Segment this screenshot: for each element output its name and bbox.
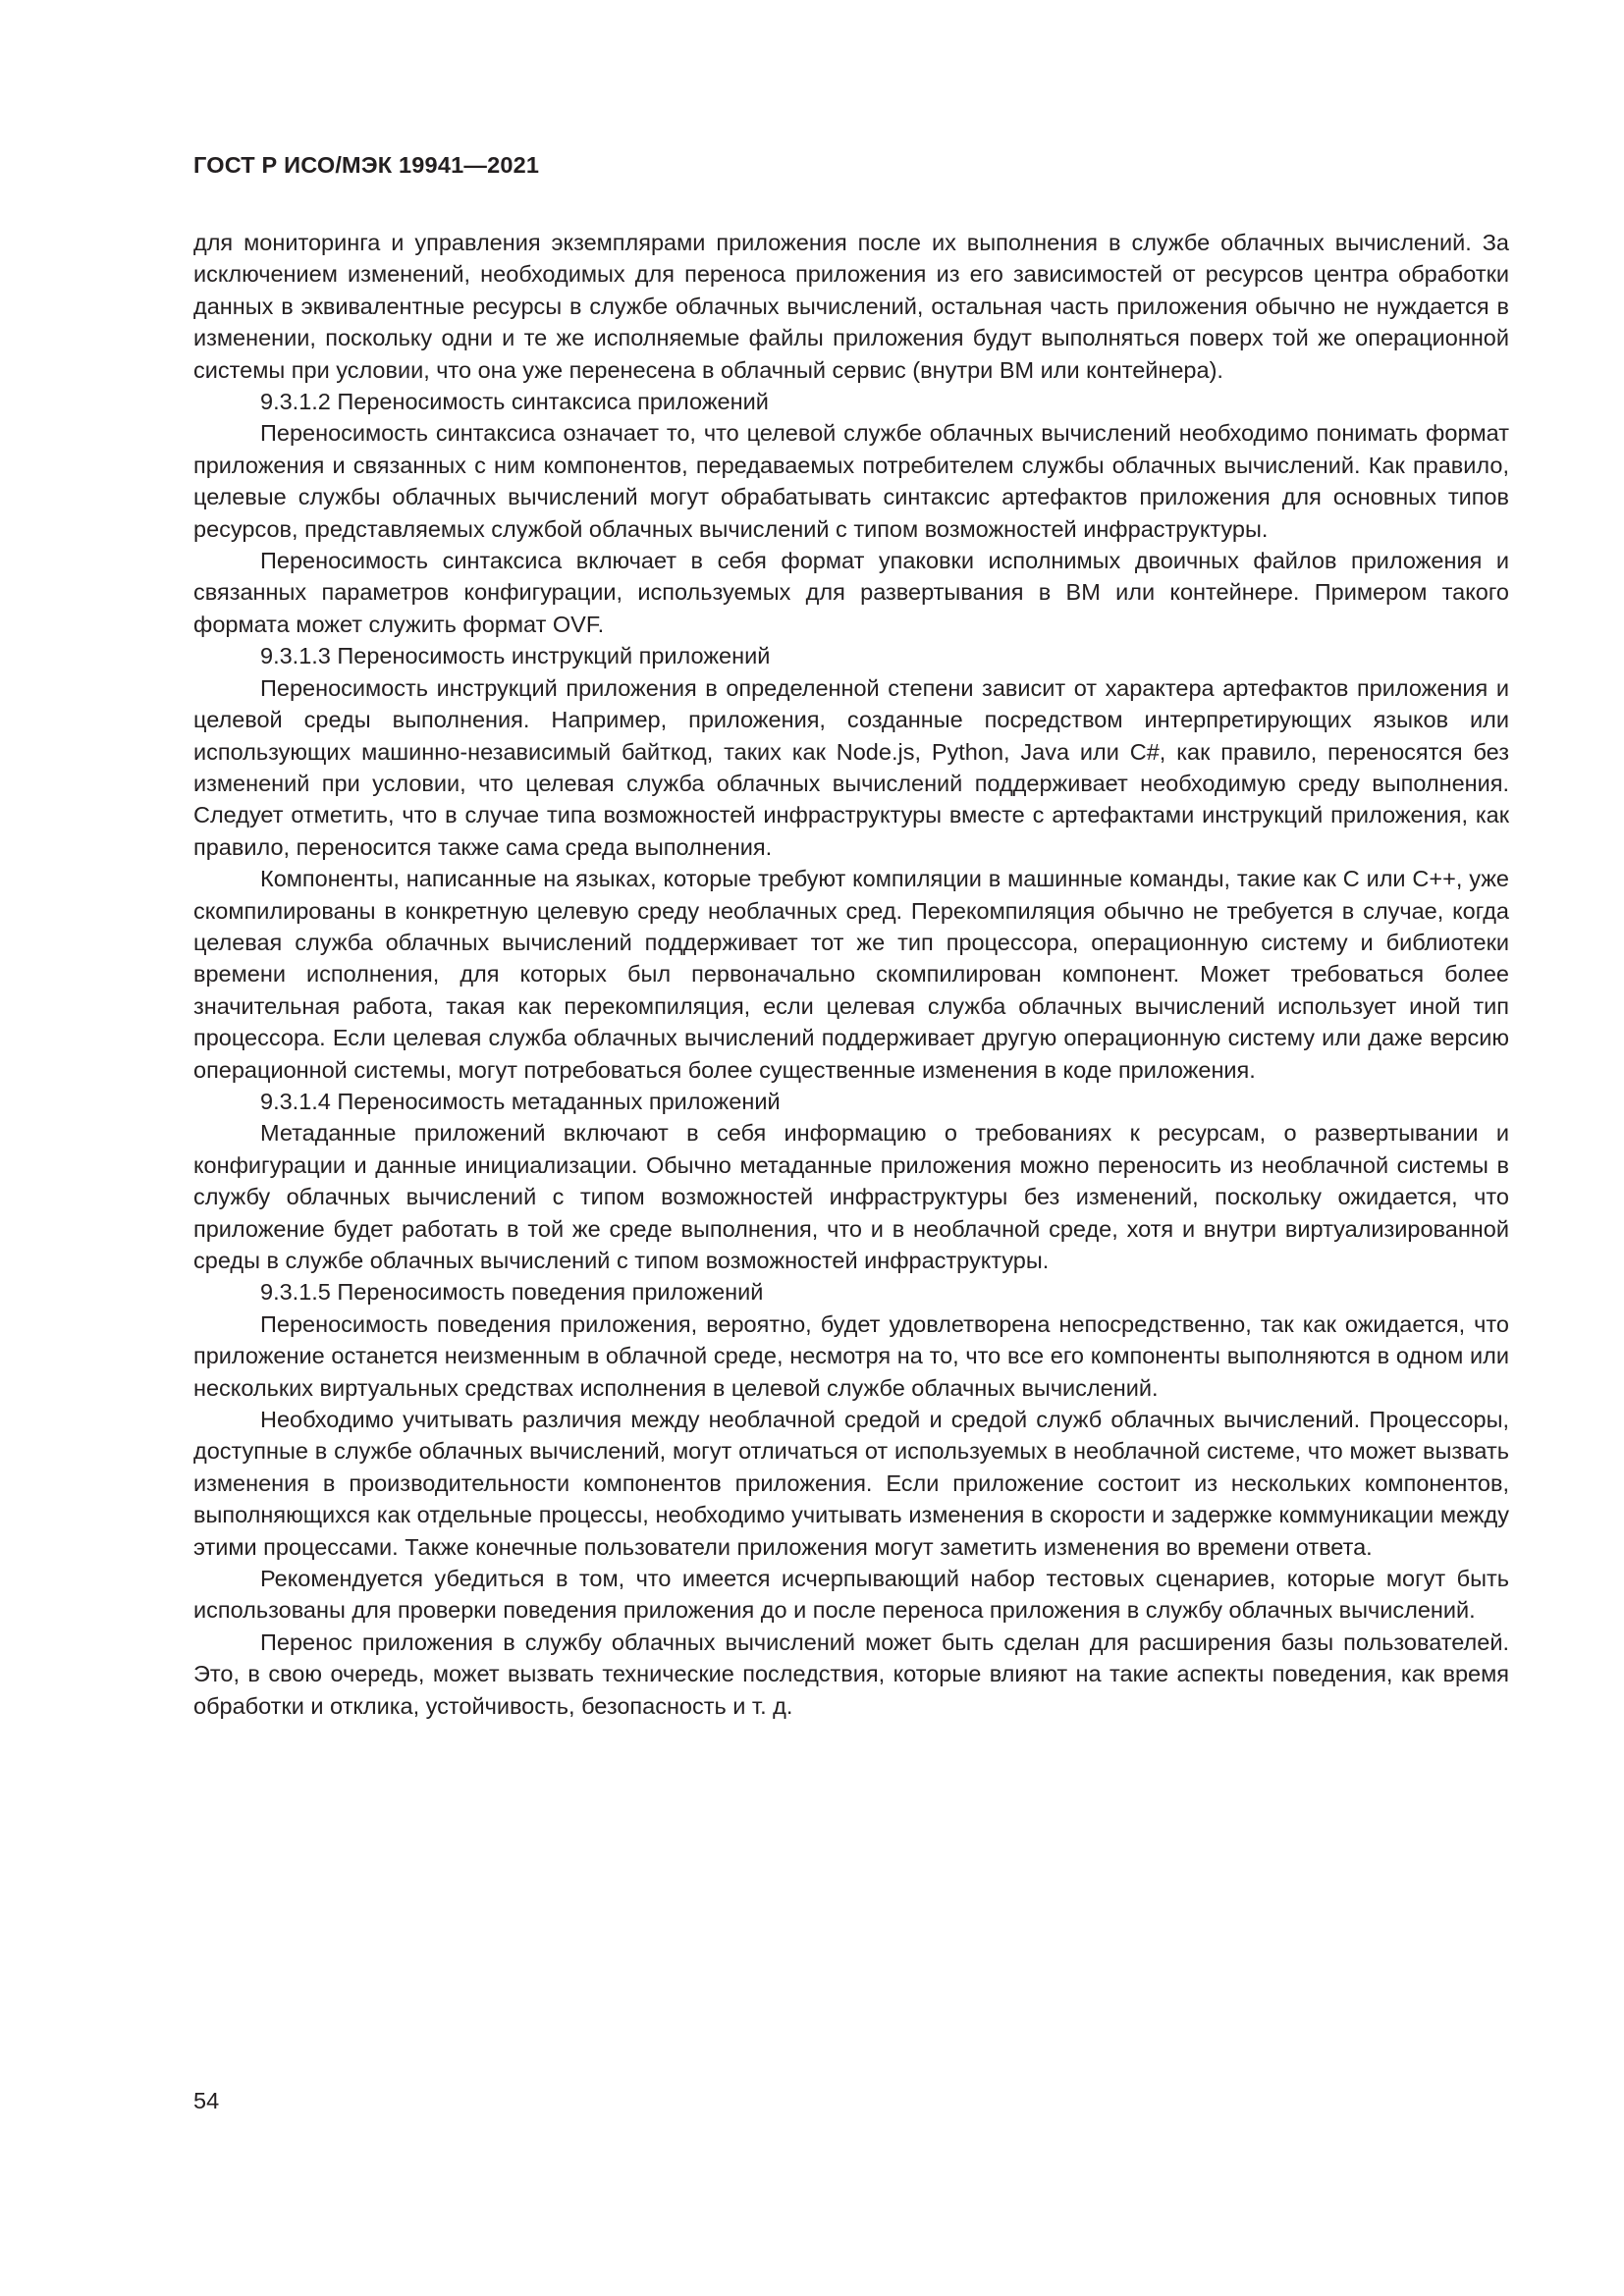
paragraph: Перенос приложения в службу облачных вычислений может быть сделан для расширения базы пользователей. Это, в свою очередь, может вызвать технические последствия, которые влияют на такие аспекты поведения, как время обработки и отклика, устойчивость, безопасность и т. д. xyxy=(193,1629,1509,1719)
document-body xyxy=(193,227,1509,1722)
paragraph: Рекомендуется убедиться в том, что имеется исчерпывающий набор тестовых сценариев, которые могут быть использованы для проверки поведения приложения до и после переноса приложения в службу облачных вычислений. xyxy=(193,1566,1509,1624)
paragraph: Переносимость инструкций приложения в определенной степени зависит от характера артефактов приложения и целевой среды выполнения. Например, приложения, созданные посредством интерпретирующих языков или использующих машинно-независимый байткод, таких как Node.js, Python, Java или C#, как правило, переносятся без изменений при условии, что целевая служба облачных вычислений поддерживает необходимую среду выполнения. Следует отметить, что в случае типа возможностей инфраструктуры вместе с артефактами инструкций приложения, как правило, переносится также сама среда выполнения. xyxy=(193,674,1509,860)
paragraph: Необходимо учитывать различия между необлачной средой и средой служб облачных вычислений. Процессоры, доступные в службе облачных вычислений, могут отличаться от используемых в необлачной системе, что может вызвать изменения в производительности компонентов приложения. Если приложение состоит из нескольких компонентов, выполняющихся как отдельные процессы, необходимо учитывать изменения в скорости и задержке коммуникации между этими процессами. Также конечные пользователи приложения могут заметить изменения во времени ответа. xyxy=(193,1407,1509,1560)
paragraph: Метаданные приложений включают в себя информацию о требованиях к ресурсам, о развертывании и конфигурации и данные инициализации. Обычно метаданные приложения можно переносить из необлачной системы в службу облачных вычислений с типом возможностей инфраструктуры без изменений, поскольку ожидается, что приложение будет работать в той же среде выполнения, что и в необлачной среде, хотя и внутри виртуализированной среды в службе облачных вычислений с типом возможностей инфраструктуры. xyxy=(193,1120,1509,1273)
paragraph: Компоненты, написанные на языках, которые требуют компиляции в машинные команды, такие как С или С++, уже скомпилированы в конкретную целевую среду необлачных сред. Перекомпиляция обычно не требуется в случае, когда целевая служба облачных вычислений поддерживает тот же тип процессора, операционную систему и библиотеки времени исполнения, для которых был первоначально скомпилирован компонент. Может требоваться более значительная работа, такая как перекомпиляция, если целевая служба облачных вычислений использует иной тип процессора. Если целевая служба облачных вычислений поддерживает другую операционную систему или даже версию операционной системы, могут потребоваться более существенные изменения в коде приложения. xyxy=(193,866,1509,1083)
section-heading-9-3-1-4: 9.3.1.4 Переносимость метаданных приложений xyxy=(260,1088,781,1114)
paragraph: Переносимость синтаксиса означает то, что целевой службе облачных вычислений необходимо понимать формат приложения и связанных с ним компонентов, передаваемых потребителем службы облачных вычислений. Как правило, целевые службы облачных вычислений могут обрабатывать синтаксис артефактов приложения для основных типов ресурсов, представляемых службой облачных вычислений с типом возможностей инфраструктуры. xyxy=(193,420,1509,542)
section-heading-9-3-1-3: 9.3.1.3 Переносимость инструкций приложений xyxy=(260,643,771,669)
page-number: 54 xyxy=(193,2088,220,2113)
section-heading-9-3-1-5: 9.3.1.5 Переносимость поведения приложений xyxy=(260,1279,764,1306)
section-heading-9-3-1-2: 9.3.1.2 Переносимость синтаксиса приложений xyxy=(260,389,769,415)
paragraph-continuation: для мониторинга и управления экземплярами приложения после их выполнения в службе облачных вычислений. За исключением изменений, необходимых для переноса приложения из его зависимостей от ресурсов центра обработки данных в эквивалентные ресурсы в службе облачных вычислений, остальная часть приложения обычно не нуждается в изменении, поскольку одни и те же исполняемые файлы приложения будут выполняться поверх той же операционной системы при условии, что она уже перенесена в облачный сервис (внутри ВМ или контейнера). xyxy=(193,230,1509,383)
paragraph: Переносимость поведения приложения, вероятно, будет удовлетворена непосредственно, так как ожидается, что приложение останется неизменным в облачной среде, несмотря на то, что все его компоненты выполняются в одном или нескольких виртуальных средствах исполнения в целевой службе облачных вычислений. xyxy=(193,1310,1509,1401)
paragraph: Переносимость синтаксиса включает в себя формат упаковки исполнимых двоичных файлов приложения и связанных параметров конфигурации, используемых для развертывания в ВМ или контейнере. Примером такого формата может служить формат OVF. xyxy=(193,548,1509,637)
document-header: ГОСТ Р ИСО/МЭК 19941—2021 xyxy=(193,152,540,178)
